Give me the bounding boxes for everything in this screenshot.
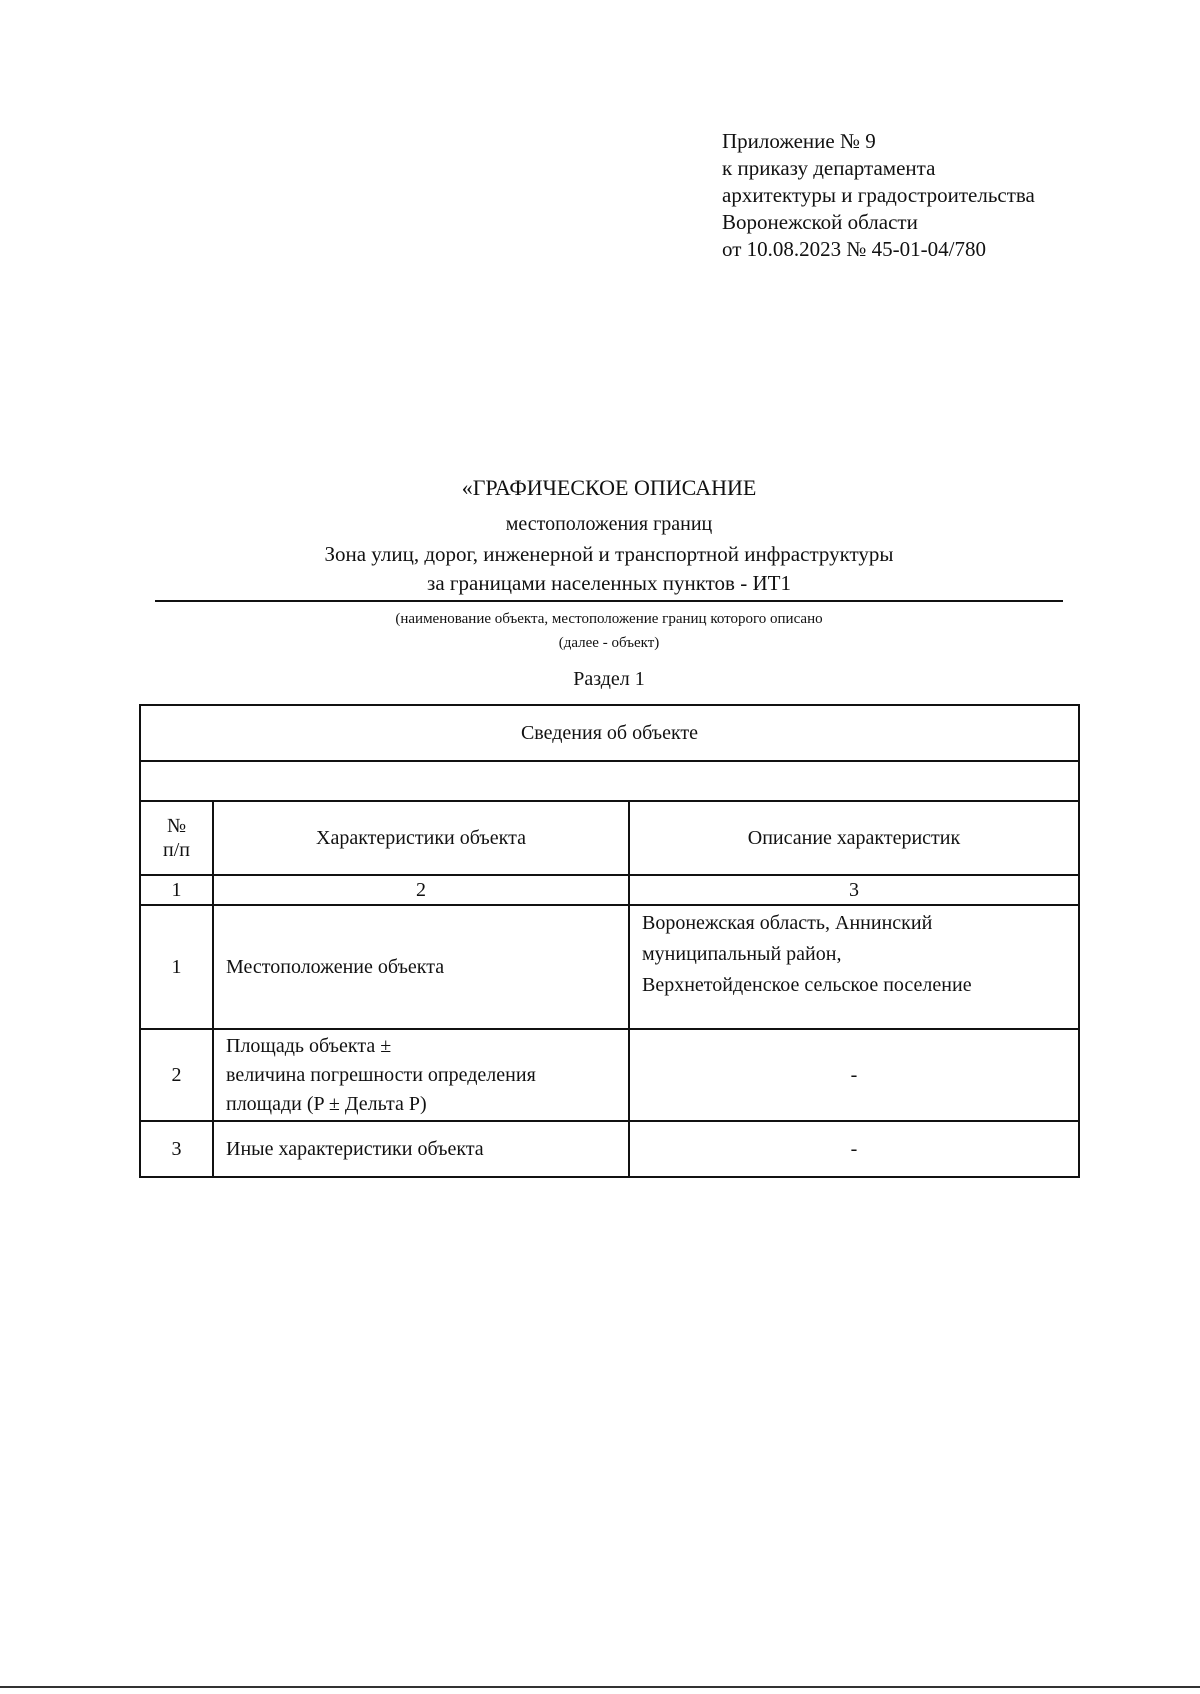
row-characteristic: Иные характеристики объекта: [213, 1121, 629, 1177]
caption-line2: (далее - объект): [558, 635, 660, 651]
description-line: муниципальный район,: [642, 943, 842, 965]
title-underline: [155, 600, 1063, 602]
object-name-line1: Зона улиц, дорог, инженерной и транспортной инфраструктуры: [324, 542, 894, 566]
appendix-line: к приказу департамента: [722, 156, 936, 180]
title-sub: местоположения границ: [505, 513, 713, 535]
object-name-line2: за границами населенных пунктов - ИТ1: [427, 571, 791, 595]
appendix-line: от 10.08.2023 № 45-01-04/780: [722, 237, 987, 261]
row-number: 1: [140, 905, 213, 1029]
column-number: 3: [629, 875, 1079, 905]
header-num-line1: №: [166, 815, 187, 837]
description-line: Верхнетойденское сельское поселение: [642, 974, 972, 996]
characteristic-line: величина погрешности определения: [226, 1063, 536, 1086]
title-main: «ГРАФИЧЕСКОЕ ОПИСАНИЕ: [461, 475, 757, 500]
page-bottom-edge: [0, 1686, 1200, 1688]
caption-line1: (наименование объекта, местоположение границ которого описано: [395, 611, 823, 627]
header-num: [140, 801, 213, 875]
column-number: 1: [140, 875, 213, 905]
header-characteristics: Характеристики объекта: [213, 801, 629, 875]
table-row: [140, 1121, 1079, 1177]
characteristic-line: площади (P ± Дельта P): [226, 1092, 427, 1115]
object-info-table: [139, 704, 1080, 1178]
characteristic-line: Площадь объекта ±: [226, 1034, 392, 1057]
row-description: -: [629, 1029, 1079, 1121]
row-characteristic: [213, 1029, 629, 1121]
appendix-line: архитектуры и градостроительства: [722, 183, 1035, 207]
description-line: Воронежская область, Аннинский: [642, 912, 933, 934]
header-num-line2: п/п: [163, 839, 190, 861]
table-blank-row: [140, 761, 1079, 801]
appendix-header: [722, 128, 1035, 263]
row-description: [629, 905, 1079, 1029]
section-heading: Раздел 1: [573, 668, 645, 690]
row-characteristic: Местоположение объекта: [213, 905, 629, 1029]
table-row: [140, 905, 1079, 1029]
header-description: Описание характеристик: [629, 801, 1079, 875]
appendix-line: Приложение № 9: [722, 129, 876, 153]
table-title: Сведения об объекте: [140, 705, 1079, 761]
row-number: 2: [140, 1029, 213, 1121]
column-number: 2: [213, 875, 629, 905]
row-number: 3: [140, 1121, 213, 1177]
appendix-line: Воронежской области: [722, 210, 918, 234]
object-caption: [155, 607, 1063, 655]
table-row: [140, 1029, 1079, 1121]
row-description: -: [629, 1121, 1079, 1177]
document-title: [155, 474, 1063, 596]
